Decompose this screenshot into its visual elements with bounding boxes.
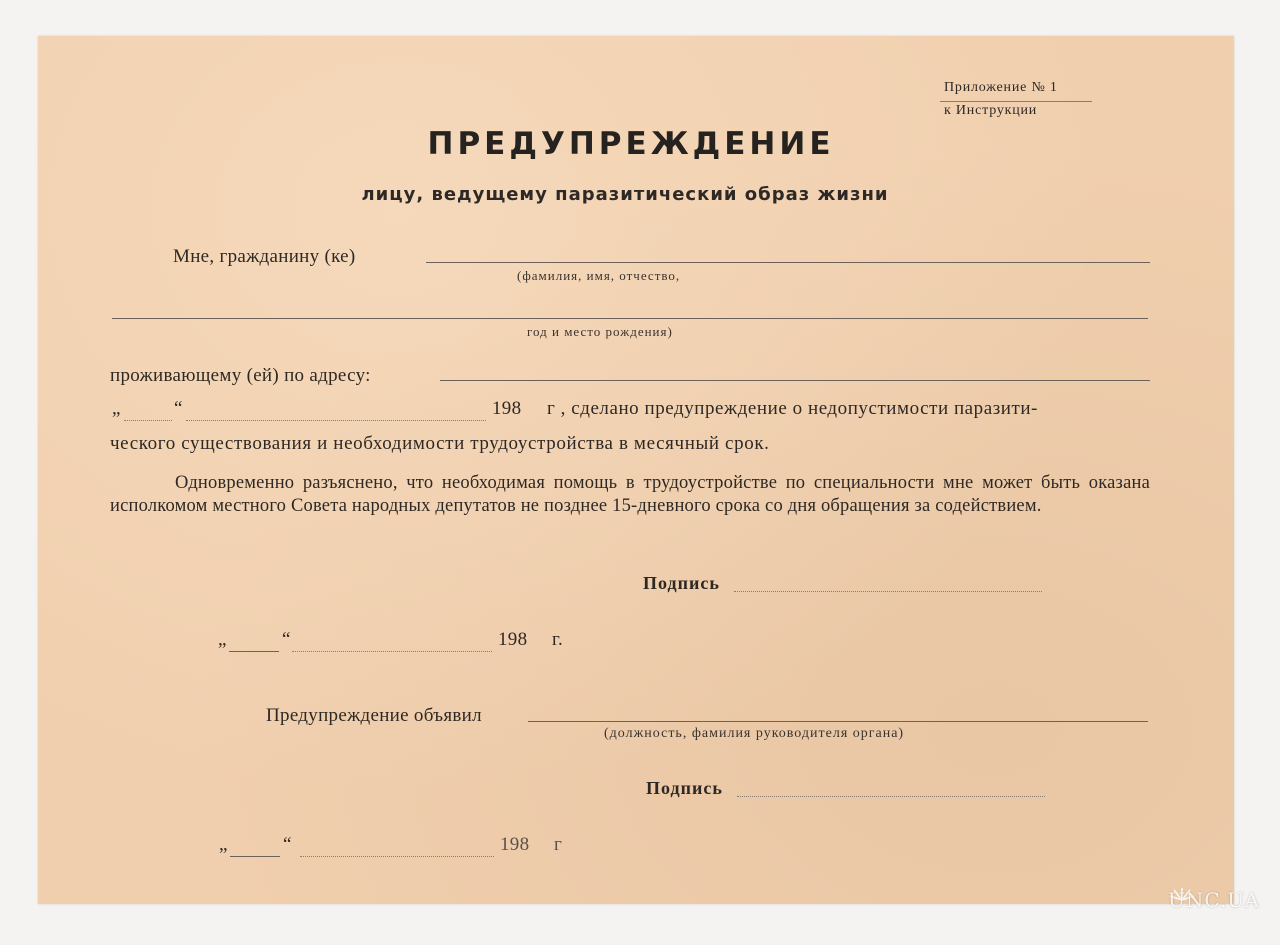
- watermark-text: UNC.UA: [1168, 888, 1260, 912]
- appendix-underline: [940, 101, 1092, 102]
- date1-day-field[interactable]: [229, 651, 279, 652]
- date2-month-field[interactable]: [300, 856, 494, 857]
- date2-day-field[interactable]: [230, 856, 280, 857]
- citizen-hint-name: (фамилия, имя, отчество,: [517, 268, 681, 283]
- warning-text: г , сделано предупреждение о недопустимости паразити-: [547, 398, 1038, 419]
- citizen-label: Мне, гражданину (ке): [173, 246, 356, 267]
- date1-close-quote: “: [282, 629, 291, 650]
- announcer-field[interactable]: [528, 721, 1148, 722]
- warning-continuation: ческого существования и необходимости трудоустройства в месячный срок.: [110, 433, 770, 454]
- document-paper: [38, 36, 1234, 904]
- appendix-number: Приложение № 1: [944, 80, 1058, 95]
- warning-month-field[interactable]: [186, 420, 486, 421]
- citizen-name-field[interactable]: [426, 262, 1150, 263]
- warning-open-quote: „: [112, 398, 121, 419]
- date1-month-field[interactable]: [292, 651, 492, 652]
- announcer-label: Предупреждение объявил: [266, 705, 482, 726]
- warning-close-quote: “: [174, 398, 183, 419]
- warning-year: 198: [492, 398, 522, 419]
- announcer-hint: (должность, фамилия руководителя органа): [604, 726, 905, 741]
- address-label: проживающему (ей) по адресу:: [110, 365, 371, 386]
- explanation-paragraph: Одновременно разъяснено, что необходимая помощь в трудоустройстве по специальности мне может быть оказана исполкомом местного Совета народных депутатов не позднее 15-дневного срока со дня обращения за содействием.: [110, 473, 1150, 516]
- date1-open-quote: „: [218, 629, 227, 650]
- signature-label-1: Подпись: [643, 573, 720, 593]
- document-subtitle: лицу, ведущему паразитический образ жизни: [361, 184, 889, 205]
- signature-field-1[interactable]: [734, 591, 1042, 592]
- address-field[interactable]: [440, 380, 1150, 381]
- citizen-birth-field[interactable]: [112, 318, 1148, 319]
- citizen-hint-birth: год и место рождения): [527, 324, 673, 339]
- warning-day-field[interactable]: [124, 420, 172, 421]
- date1-year: 198: [498, 629, 528, 650]
- signature-label-2: Подпись: [646, 778, 723, 798]
- signature-field-2[interactable]: [737, 796, 1045, 797]
- appendix-instruction: к Инструкции: [944, 103, 1038, 118]
- date1-year-suffix: г.: [552, 629, 563, 650]
- date2-close-quote: “: [283, 834, 292, 855]
- date2-year-suffix: г: [554, 834, 563, 855]
- document-title: ПРЕДУПРЕЖДЕНИЕ: [427, 126, 835, 162]
- date2-year: 198: [500, 834, 530, 855]
- date2-open-quote: „: [219, 834, 228, 855]
